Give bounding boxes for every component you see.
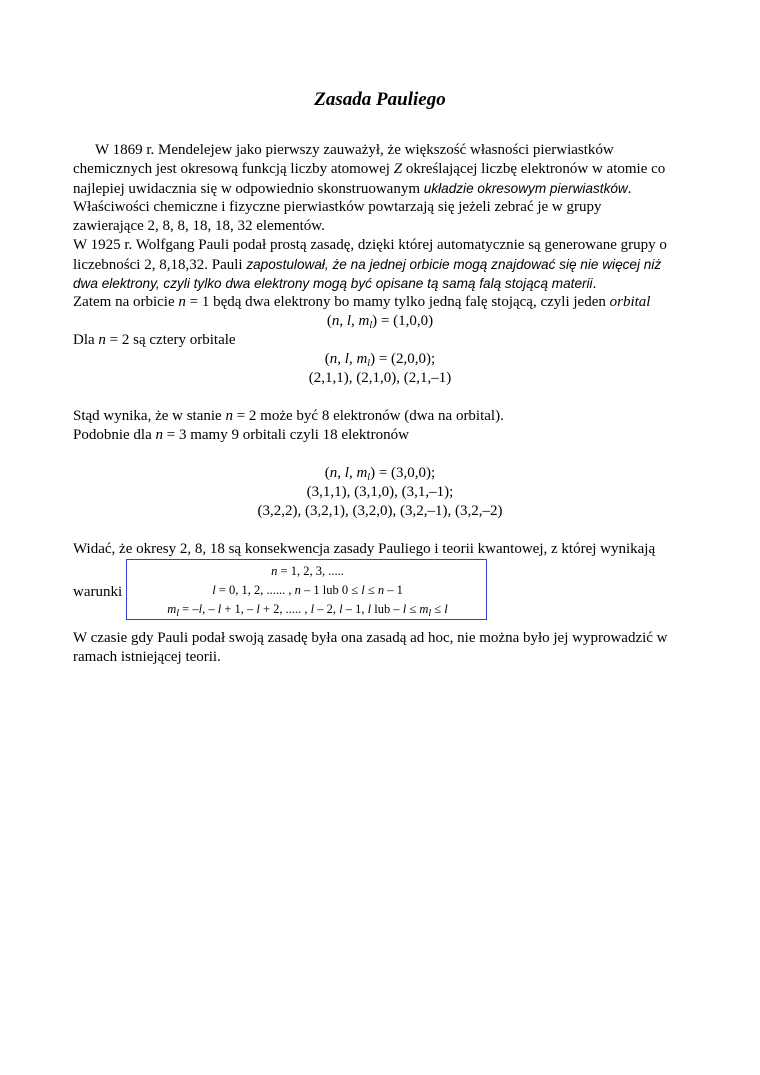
equation-2-line-1: (n, l, $m_l) = (2,0,0)$; [324, 351, 436, 369]
equation-1: (n, l, $m_l) = (1,0,0)$ [326, 313, 434, 331]
paragraph-5-line-1: Stąd wynika, że w stanie n = 2 może być 8 elektronów (dwa na orbital). [73, 408, 504, 424]
paragraph-1-line-5: zawierające 2, 8, 8, 18, 18, 32 elementów. [73, 218, 325, 234]
paragraph-1-line-1: W 1869 r. Mendelejew jako pierwszy zauważył, że większość własności pierwiastków [95, 142, 614, 158]
paragraph-1-line-4: Właściwości chemiczne i fizyczne pierwiastków powtarzają się jeżeli zebrać je w grupy [73, 199, 602, 215]
paragraph-3-line: Zatem na orbicie n = 1 będą dwa elektrony bo mamy tylko jedną falę stojącą, czyli jeden orbital [73, 294, 651, 310]
warunki-label: warunki [73, 584, 123, 600]
paragraph-4-line: Dla n = 2 są cztery orbitale [73, 332, 236, 348]
equation-3-line-3: (3,2,2), (3,2,1), (3,2,0), (3,2,–1), (3,2,–2) [257, 503, 503, 519]
equation-3-line-2: (3,1,1), (3,1,0), (3,1,–1); [306, 484, 454, 500]
paragraph-6-line: Widać, że okresy 2, 8, 18 są konsekwencja zasady Pauliego i teorii kwantowej, z której wynikają [73, 541, 656, 557]
paragraph-2-line-2: liczebności 2, 8,18,32. Pauli zapostulował, że na jednej orbicie mogą znajdować się nie więcej niż [73, 257, 662, 273]
paragraph-1-line-3: najlepiej uwidacznia się w odpowiednio skonstruowanym układzie okresowym pierwiastków. [73, 181, 632, 197]
equation-2-line-2: (2,1,1), (2,1,0), (2,1,–1) [308, 370, 452, 386]
conditions-box [126, 559, 487, 620]
paragraph-2-line-3: dwa elektrony, czyli tylko dwa elektrony mogą być opisane tą samą falą stojącą materii. [73, 276, 597, 292]
paragraph-5-line-2: Podobnie dla n = 3 mamy 9 orbitali czyli 18 elektronów [73, 427, 409, 443]
equation-3-line-1: (n, l, $m_l) = (3,0,0)$; [324, 465, 436, 483]
paragraph-1-line-2: chemicznych jest okresową funkcją liczby atomowej Z określającej liczbę elektronów w atomie co [73, 161, 666, 177]
condition-n: n = 1, 2, 3, ..... [271, 564, 344, 578]
paragraph-7-line-1: W czasie gdy Pauli podał swoją zasadę była ona zasadą ad hoc, nie można było jej wyprowadzić w [73, 630, 668, 646]
document-title: Zasada Pauliego [314, 89, 446, 110]
condition-l: l = 0, 1, 2, ...... , n – 1 lub 0 ≤ l ≤ n – 1 [212, 583, 403, 597]
paragraph-2-line-1: W 1925 r. Wolfgang Pauli podał prostą zasadę, dzięki której automatycznie są generowane grupy o [73, 237, 667, 253]
condition-ml: $m_l = -l$, – l + 1, – l + 2, ..... , l – 2, l – 1, l lub – $l \le m_l \le l$ [167, 602, 448, 619]
paragraph-7-line-2: ramach istniejącej teorii. [73, 649, 221, 665]
